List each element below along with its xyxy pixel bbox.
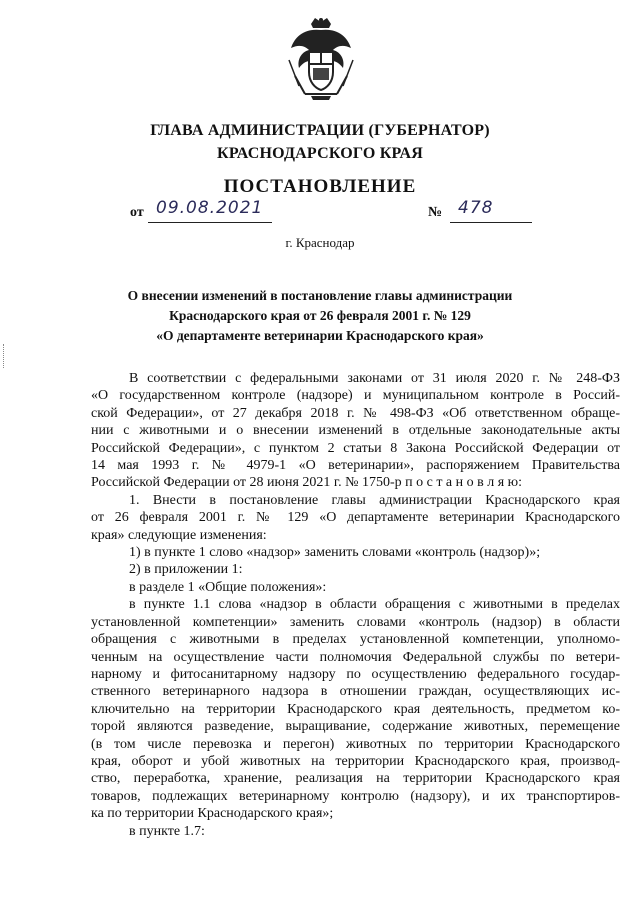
document-type: ПОСТАНОВЛЕНИЕ	[223, 176, 417, 197]
authority-title-line2: КРАСНОДАРСКОГО КРАЯ	[217, 145, 423, 162]
body-line: Российской Федерации от 28 июня 2021 г. № 1750-р п о с т а н о в л я ю:	[91, 475, 523, 491]
body-line: в пункте 1.7:	[129, 823, 205, 839]
number-value: 478	[458, 198, 494, 218]
body-line: нии с животными и о внесении изменений в отдельные законодательные акты	[91, 423, 620, 439]
date-label: от	[130, 205, 144, 220]
body-line: ство, переработка, хранение, реализация на территории Краснодарского края	[91, 771, 620, 787]
body-line: 1. Внести в постановление главы администрации Краснодарского края	[129, 492, 620, 508]
body-line: установленной компетенции» заменить словами «контроль (надзор) в области	[91, 614, 620, 630]
body-line: края, оборот и убой животных на территории Краснодарского края, производ-	[91, 753, 620, 769]
number-underline	[450, 222, 532, 223]
city-label: г. Краснодар	[285, 235, 355, 250]
body-line: нарному и фитосанитарному надзору по осуществлению федерального государ-	[91, 666, 620, 682]
body-line: ственного ветеринарного надзора в отношении граждан, осуществляющих ис-	[91, 684, 620, 700]
title-line: О внесении изменений в постановление главы администрации	[127, 288, 513, 303]
body-line: товаров, подлежащих ветеринарному контролю (надзору), и их транспортиров-	[91, 788, 620, 804]
body-line: торой являются разведение, выращивание, содержание животных, перемещение	[91, 719, 620, 735]
body-line: «О государственном контроле (надзоре) и муниципальном контроле в Россий-	[91, 388, 620, 404]
coat-of-arms-emblem	[285, 16, 357, 100]
body-line: 2) в приложении 1:	[129, 562, 243, 578]
body-line: ка по территории Краснодарского края»;	[91, 806, 334, 822]
body-line: В соответствии с федеральными законами от 31 июля 2020 г. № 248-ФЗ	[129, 371, 620, 386]
body-line: (в том числе перевозка и перегон) животных по территории Краснодарского	[91, 736, 620, 752]
body-line: края» следующие изменения:	[91, 527, 267, 543]
body-line: ченным на осуществление части полномочия Федеральной службы по ветери-	[91, 649, 620, 665]
date-underline	[148, 222, 272, 223]
body-line: обращения с животными в пределах установленной компетенции, уполномо-	[91, 632, 620, 648]
body-line: Российской Федерации», с пунктом 2 статьи 8 Закона Российской Федерации от	[91, 440, 620, 456]
authority-title-line1: ГЛАВА АДМИНИСТРАЦИИ (ГУБЕРНАТОР)	[150, 122, 490, 139]
body-line: ключительно на территории Краснодарского края деятельность, предметом ко-	[91, 701, 620, 717]
document-body	[91, 370, 620, 840]
body-line: 1) в пункте 1 слово «надзор» заменить словами «контроль (надзор)»;	[129, 545, 541, 561]
number-label: №	[428, 205, 443, 220]
title-line: «О департаменте ветеринарии Краснодарского края»	[156, 328, 484, 343]
body-line: 14 мая 1993 г. № 4979-1 «О ветеринарии», распоряжением Правительства	[91, 458, 620, 474]
body-line: в разделе 1 «Общие положения»:	[129, 579, 327, 595]
body-line: в пункте 1.1 слова «надзор в области обращения с животными в пределах	[129, 597, 620, 613]
title-line: Краснодарского края от 26 февраля 2001 г. № 129	[169, 308, 471, 323]
margin-mark	[3, 344, 8, 368]
body-line: ской Федерации», от 27 декабря 2018 г. № 498-ФЗ «Об ответственном обраще-	[91, 405, 620, 421]
body-line: от 26 февраля 2001 г. № 129 «О департаменте ветеринарии Краснодарского	[91, 510, 620, 526]
date-value: 09.08.2021	[156, 198, 264, 218]
